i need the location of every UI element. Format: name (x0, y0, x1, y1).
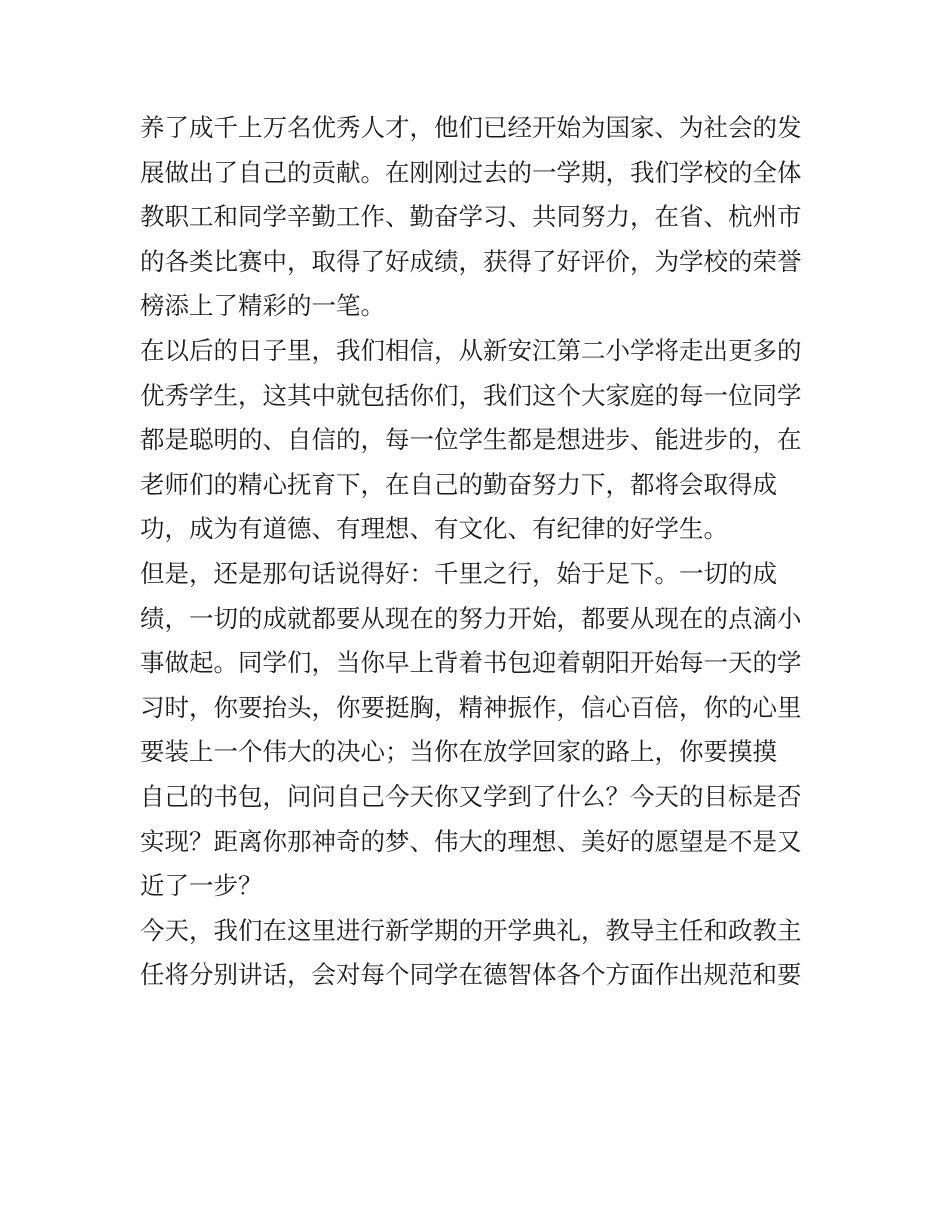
text-line: 今天，我们在这里进行新学期的开学典礼，教导主任和政教主 (140, 915, 802, 945)
text-line: 功，成为有道德、有理想、有文化、有纪律的好学生。 (140, 514, 728, 544)
body-text (140, 106, 820, 998)
text-line: 在以后的日子里，我们相信，从新安江第二小学将走出更多的 (140, 335, 802, 365)
text-line: 实现？距离你那神奇的梦、伟大的理想、美好的愿望是不是又 (140, 826, 802, 856)
text-line: 教职工和同学辛勤工作、勤奋学习、共同努力，在省、杭州市 (140, 202, 802, 232)
text-line: 但是，还是那句话说得好：千里之行，始于足下。一切的成 (140, 558, 777, 588)
text-line: 近了一步？ (140, 871, 263, 901)
text-line: 事做起。同学们，当你早上背着书包迎着朝阳开始每一天的学 (140, 648, 802, 678)
text-line: 优秀学生，这其中就包括你们，我们这个大家庭的每一位同学 (140, 380, 802, 410)
text-line: 养了成千上万名优秀人才，他们已经开始为国家、为社会的发 (140, 113, 802, 142)
text-line: 老师们的精心抚育下，在自己的勤奋努力下，都将会取得成 (140, 469, 777, 499)
text-line: 要装上一个伟大的决心；当你在放学回家的路上，你要摸摸 (140, 737, 777, 767)
text-line: 任将分别讲话，会对每个同学在德智体各个方面作出规范和要 (140, 960, 802, 990)
text-line: 绩，一切的成就都要从现在的努力开始，都要从现在的点滴小 (140, 603, 802, 633)
text-line: 的各类比赛中，取得了好成绩，获得了好评价，为学校的荣誉 (140, 246, 802, 276)
text-line: 自己的书包，问问自己今天你又学到了什么？今天的目标是否 (140, 781, 802, 811)
text-line: 都是聪明的、自信的，每一位学生都是想进步、能进步的，在 (140, 425, 802, 455)
text-line: 展做出了自己的贡献。在刚刚过去的一学期，我们学校的全体 (140, 157, 802, 187)
text-line: 榜添上了精彩的一笔。 (140, 291, 385, 321)
text-line: 习时，你要抬头，你要挺胸，精神振作，信心百倍，你的心里 (140, 692, 802, 722)
